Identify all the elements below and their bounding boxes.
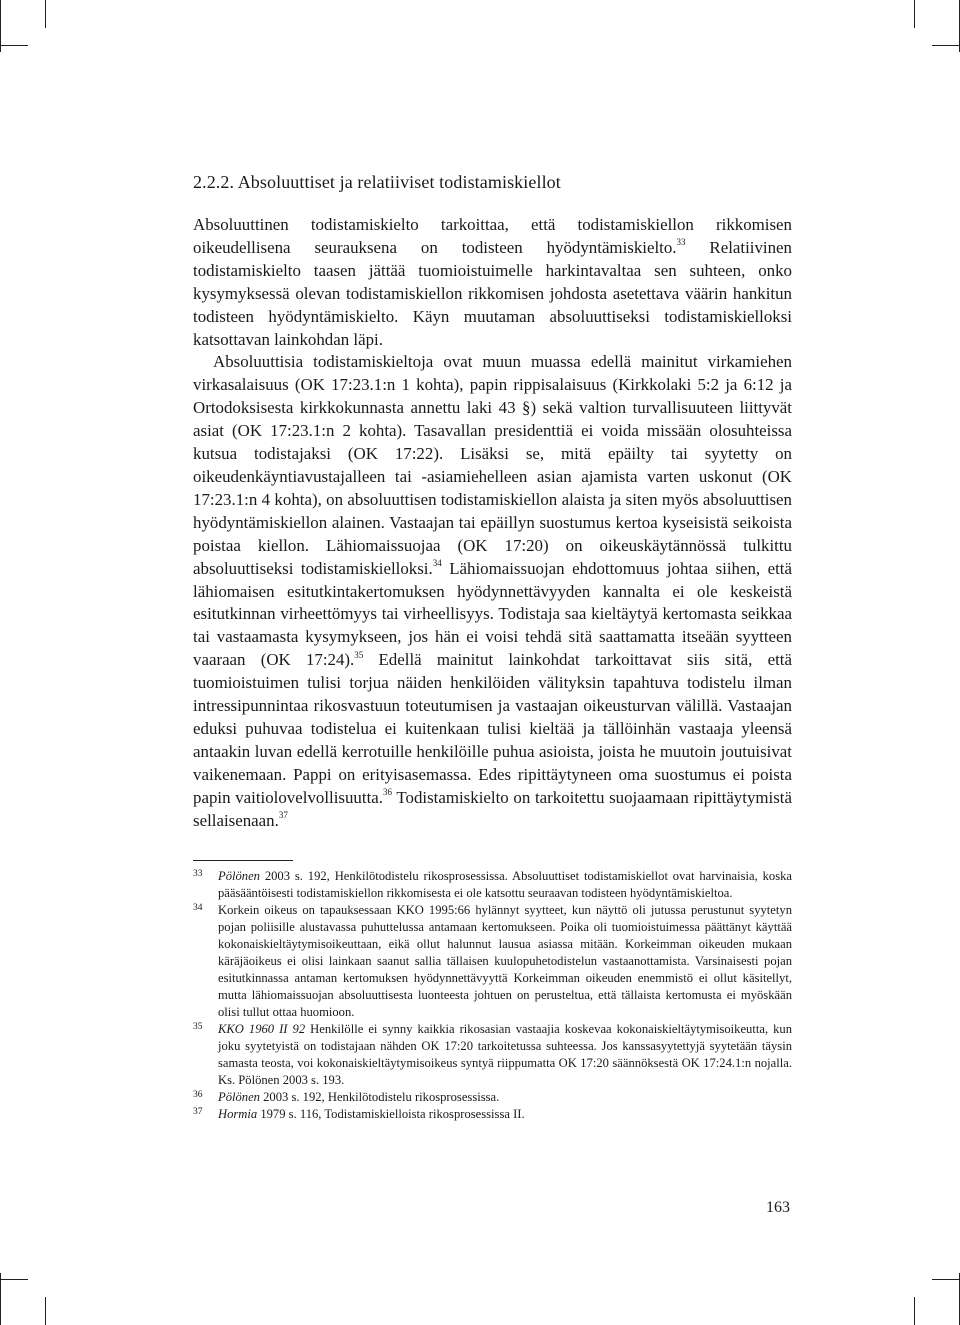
paragraph-1-text-a: Absoluuttinen todistamiskielto tarkoittaa, että todistamiskiellon rikkomisen oikeudellisena seurauksena on todisteen hyödyntämiskielto. — [193, 215, 792, 257]
footnote-number: 37 — [193, 1107, 203, 1117]
crop-mark-bl-h — [0, 1279, 28, 1280]
footnote-ref-35[interactable]: 35 — [354, 649, 364, 660]
footnote-author: Pölönen — [218, 1090, 260, 1104]
footnote-34 — [193, 902, 792, 1021]
footnote-text: 1979 s. 116, Todistamiskielloista rikosprosessissa II. — [257, 1107, 525, 1121]
footnote-number: 35 — [193, 1022, 203, 1032]
crop-mark-tl-h — [0, 45, 28, 46]
crop-mark-tr-h — [932, 45, 960, 46]
footnote-text: Henkilölle ei synny kaikkia rikosasian vastaajia koskevaa kokonaiskieltäytymisoikeutta, kun joku syytetyistä on todistajaan nähden OK 17:20 tarkoitetussa suhteessa. Jos kanssasyytettyjä syytetään täysin samasta teosta, voi kokonaiskieltäytymisoikeus syntyä riippumatta OK 17:20 säännöksestä OK 17:24.1:n nojalla. Ks. Pölönen 2003 s. 193. — [218, 1022, 792, 1087]
crop-mark-br-v — [914, 1297, 915, 1325]
footnote-text: 2003 s. 192, Henkilötodistelu rikosprosessissa. Absoluuttiset todistamiskiellot ovat harvinaisia, koska pääsääntöisesti todistamiskiellon rikkomisesta ei ole katsottu seuraavan todisteen hyödyntämiskieltoa. — [218, 869, 792, 900]
footnote-case-ref: KKO 1960 II 92 — [218, 1022, 306, 1036]
body-text — [193, 214, 792, 832]
footnote-36 — [193, 1089, 792, 1106]
paragraph-2-text-d: Todistamiskielto on tarkoitettu suojaamaan ripittäytymistä sellaisenaan. — [193, 787, 792, 830]
footnote-text: Korkein oikeus on tapauksessaan KKO 1995:66 hylännyt syytteet, kun näyttö oli jutussa perustunut syytetyn pojan poliisille alustavassa puhuttelussa antamaan kertomukseen. Poika oli tuomioistuimessa päättänyt käyttää kokonaiskieltäytymisoikeuttaan, eikä ollut halunnut lausua asiassa mitään. Korkeimman oikeuden mukaan käräjäoikeus ei olisi lainkaan saanut sallia tällaisen kuulopuhetodistelun vastaanottamista. Varsinaisesti pojan esitutkinnassa antaman kertomuksen hyödynnettävyyttä Korkeimman oikeuden enemmistö ei ollut käsitellyt, mutta lähiomaissuojan absoluuttisesta luonteesta johtuen on perusteltua, että tällaista kertomusta ei myöskään olisi tullut ottaa huomioon. — [218, 903, 792, 1019]
footnote-number: 33 — [193, 869, 203, 879]
crop-mark-tl-v2 — [45, 0, 46, 28]
footnote-number: 34 — [193, 903, 203, 913]
paragraph-2-text-c: Edellä mainitut lainkohdat tarkoittavat siis sitä, että tuomioistuimen tulisi torjua näiden henkilöiden välityksin tapahtuva todistelu ilman intressipunnintaa rikosvastuun toteutumisen ja vastaajan oikeusturvan välillä. Vastaajan eduksi puhuvaa todistelua ei kuitenkaan tulisi kieltää ja tällöinhän vastaaja yleensä antaakin luvan edellä kerrotuille henkilöille puhua asioista, joista he muutoin joutuisivat vaikenemaan. Pappi on erityisasemassa. Edes ripittäytyneen oma suostumus ei poista papin vaitiolovelvollisuutta. — [193, 650, 792, 807]
footnotes — [193, 868, 792, 1123]
section-heading: 2.2.2. Absoluuttiset ja relatiiviset todistamiskiellot — [193, 172, 561, 192]
crop-mark-bl-v — [0, 1273, 1, 1325]
footnote-number: 36 — [193, 1090, 203, 1100]
footnote-33 — [193, 868, 792, 902]
paragraph-1-text-b: Relatiivinen todistamiskielto taasen jättää tuomioistuimelle harkintavaltaa sen suhteen, onko kysymyksessä olevan todistamiskiellon rikkomisen johdosta asetettava väärin hankitun todisteen hyödyntämiskielto. Käyn muutaman absoluuttiseksi todistamiskielloksi katsottavan lainkohdan läpi. — [193, 237, 792, 349]
page-number: 163 — [766, 1199, 790, 1216]
crop-mark-tr-v — [914, 0, 915, 28]
footnote-ref-37[interactable]: 37 — [278, 809, 288, 820]
footnote-author: Hormia — [218, 1107, 258, 1121]
crop-mark-br-h — [932, 1279, 960, 1280]
paragraph-2-text-b: Lähiomaissuojan ehdottomuus johtaa siihen, että lähiomaisen esitutkintakertomuksen hyödynnettävyyden kannalta ei ole keskeistä esitutkinnan virheettömyys tai virheellisyys. Todistaja saa kieltäytyä kertomasta seikkaa tai vastaamasta kysymykseen, jos hän ei voisi tehdä sitä saattamatta itseään syytteen vaaraan (OK 17:24). — [193, 558, 792, 670]
crop-mark-bl-v2 — [45, 1297, 46, 1325]
paragraph-2 — [193, 351, 792, 832]
footnote-37 — [193, 1106, 792, 1123]
footnote-ref-33[interactable]: 33 — [676, 237, 686, 248]
footnote-35 — [193, 1021, 792, 1089]
paragraph-2-text-a: Absoluuttisia todistamiskieltoja ovat muun muassa edellä mainitut virkamiehen virkasalaisuus (OK 17:23.1:n 1 kohta), papin rippisalaisuus (Kirkkolaki 5:2 ja 6:12 ja Ortodoksisesta kirkkokunnasta annettu laki 43 §) sekä valtion turvallisuuteen liittyvät asiat (OK 17:23.1:n 2 kohta). Tasavallan presidenttiä ei voida missään olosuhteissa kutsua todistajaksi (OK 17:22). Lisäksi se, mitä epäilty tai syytetty on oikeudenkäyntiavustajalleen tai -asiamiehelleen asian ajamista varten uskonut (OK 17:23.1:n 4 kohta), on absoluuttisen todistamiskiellon alaista ja siten myös absoluuttisen hyödyntämiskiellon alainen. Vastaajan tai epäillyn suostumus kertoa kyseisistä seikoista poistaa kiellon. Lähiomaissuojaa (OK 17:20) on oikeuskäytännössä tulkittu absoluuttiseksi todistamiskielloksi. — [193, 352, 792, 578]
footnote-text: 2003 s. 192, Henkilötodistelu rikosprosessissa. — [259, 1090, 500, 1104]
footnote-ref-34[interactable]: 34 — [432, 557, 442, 568]
paragraph-1 — [193, 214, 792, 351]
footnote-author: Pölönen — [218, 869, 260, 883]
footnote-ref-36[interactable]: 36 — [382, 787, 392, 798]
footnote-rule — [193, 860, 293, 861]
